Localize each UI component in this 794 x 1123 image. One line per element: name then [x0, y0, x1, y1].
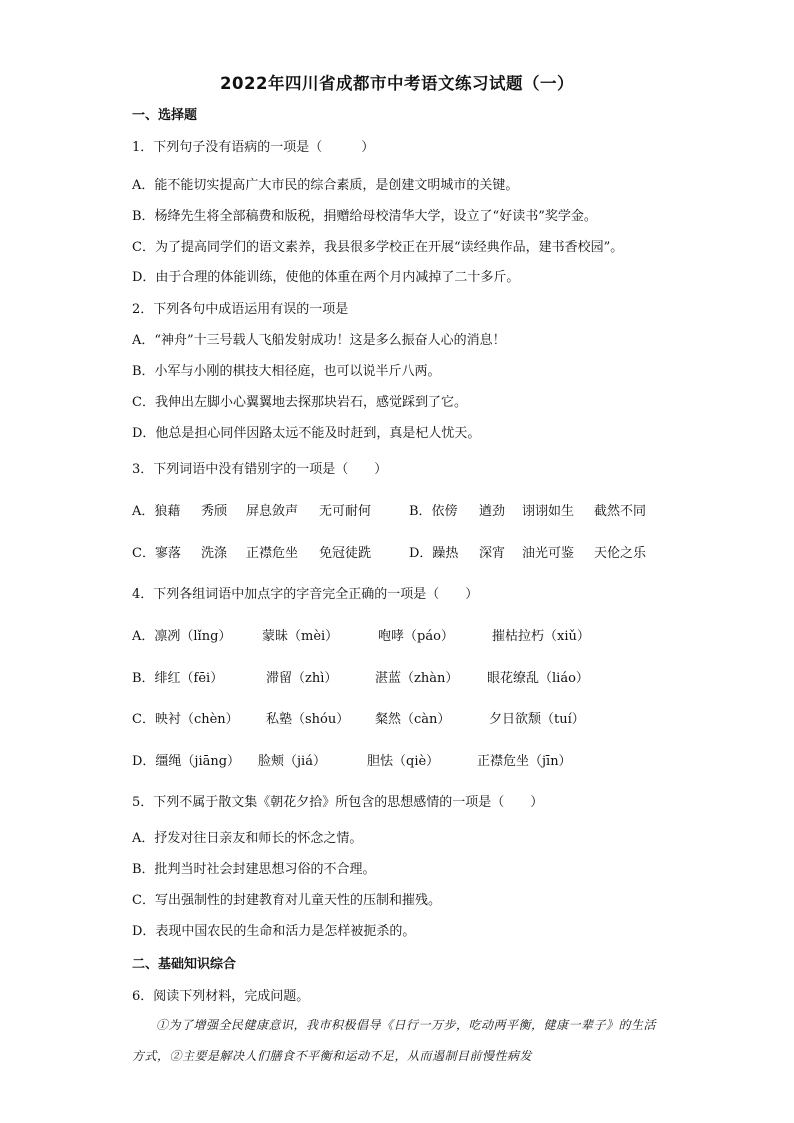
- question-3-row-1-cell: 无可耐何: [319, 504, 372, 519]
- question-3-row-2-cell: 免冠徒跣: [319, 546, 372, 561]
- question-3-stem: 3．下列词语中没有错别字的一项是（ ）: [132, 462, 388, 477]
- question-1-option-d: D．由于合理的体能训练，使他的体重在两个月内减掉了二十多斤。: [132, 270, 520, 285]
- question-4-stem: 4．下列各组词语中加点字的字音完全正确的一项是（ ）: [132, 587, 479, 602]
- question-1-option-a: A．能不能切实提高广大市民的综合素质，是创建文明城市的关键。: [132, 178, 519, 193]
- question-5-option-d: D．表现中国农民的生命和活力是怎样被扼杀的。: [132, 924, 416, 939]
- question-4-row-c: [132, 708, 662, 726]
- question-4-option-cell: 咆哮（páo）: [378, 629, 454, 644]
- question-3-row-1-cell: B．依傍: [409, 504, 458, 519]
- question-4-option-cell: 滞留（zhì）: [266, 671, 338, 686]
- question-4-option-cell: C．映衬（chèn）: [132, 712, 239, 727]
- question-3-row-2: [132, 542, 662, 560]
- question-2-stem: 2．下列各句中成语运用有误的一项是: [132, 302, 349, 317]
- question-4-option-cell: 夕日欲颓（tuí）: [489, 712, 585, 727]
- question-1-option-c: C．为了提高同学们的语文素养，我县很多学校正在开展“读经典作品，建书香校园”。: [132, 240, 624, 255]
- question-1-stem: 1．下列句子没有语病的一项是（ ）: [132, 140, 375, 155]
- question-3-row-1: [132, 500, 662, 518]
- question-2-option-c: C．我伸出左脚小心翼翼地去探那块岩石，感觉踩到了它。: [132, 395, 467, 410]
- question-4-option-cell: 私塾（shóu）: [266, 712, 350, 727]
- question-3-row-2-cell: C．寥落: [132, 546, 181, 561]
- question-4-option-cell: D．缰绳（jiāng）: [132, 754, 241, 769]
- question-4-option-cell: 眼花缭乱（liáo）: [487, 671, 589, 686]
- page-title: 2022年四川省成都市中考语文练习试题（一）: [220, 74, 574, 93]
- question-4-option-cell: 正襟危坐（jīn）: [477, 754, 572, 769]
- question-5-option-a: A．抒发对往日亲友和师长的怀念之情。: [132, 831, 363, 846]
- question-3-row-1-cell: 秀颀: [201, 504, 228, 519]
- question-4-option-cell: 脸颊（jiá）: [258, 754, 326, 769]
- question-3-row-2-cell: 深宵: [479, 546, 506, 561]
- question-4-option-cell: 蒙昧（mèi）: [262, 629, 339, 644]
- question-4-option-cell: 湛蓝（zhàn）: [375, 671, 459, 686]
- question-2-option-b: B．小军与小刚的棋技大相径庭，也可以说半斤八两。: [132, 364, 441, 379]
- question-3-row-1-cell: A．狼藉: [132, 504, 181, 519]
- question-3-row-1-cell: 屏息敛声: [246, 504, 299, 519]
- section-heading-basics: 二、基础知识综合: [132, 957, 237, 972]
- question-5-stem: 5．下列不属于散文集《朝花夕拾》所包含的思想感情的一项是（ ）: [132, 795, 544, 810]
- question-4-option-cell: 胆怯（qiè）: [367, 754, 440, 769]
- question-3-row-2-cell: D．躁热: [409, 546, 459, 561]
- question-3-row-1-cell: 诩诩如生: [522, 504, 575, 519]
- question-1-option-b: B．杨绛先生将全部稿费和版税，捐赠给母校清华大学，设立了“好读书”奖学金。: [132, 209, 597, 224]
- question-6-stem: 6．阅读下列材料，完成问题。: [132, 989, 310, 1004]
- question-3-row-2-cell: 油光可鉴: [522, 546, 575, 561]
- question-6-passage: ①为了增强全民健康意识，我市积极倡导《日行一万步，吃动两平衡，健康一辈子》的生活方式，②主要是解决人们膳食不平衡和运动不足，从而遏制目前慢性病发: [132, 1018, 657, 1063]
- question-4-row-a: [132, 625, 662, 643]
- question-3-row-2-cell: 正襟危坐: [246, 546, 299, 561]
- question-3-row-1-cell: 遒劲: [479, 504, 506, 519]
- question-2-option-d: D．他总是担心同伴因路太远不能及时赶到，真是杞人忧天。: [132, 426, 481, 441]
- question-2-option-a: A．“神舟”十三号载人飞船发射成功！这是多么振奋人心的消息！: [132, 333, 506, 348]
- question-3-row-2-cell: 洗涤: [201, 546, 228, 561]
- question-5-option-c: C．写出强制性的封建教育对儿童天性的压制和摧残。: [132, 893, 441, 908]
- question-3-row-1-cell: 截然不同: [594, 504, 647, 519]
- question-4-option-cell: B．绯红（fēi）: [132, 671, 224, 686]
- question-4-option-cell: A．凛冽（lǐng）: [132, 629, 232, 644]
- question-4-option-cell: 粲然（càn）: [375, 712, 451, 727]
- question-3-row-2-cell: 天伦之乐: [594, 546, 647, 561]
- section-heading-choice: 一、选择题: [132, 108, 198, 123]
- question-5-option-b: B．批判当时社会封建思想习俗的不合理。: [132, 862, 376, 877]
- question-4-row-d: [132, 750, 662, 768]
- question-4-option-cell: 摧枯拉朽（xiǔ）: [492, 629, 590, 644]
- question-4-row-b: [132, 667, 662, 685]
